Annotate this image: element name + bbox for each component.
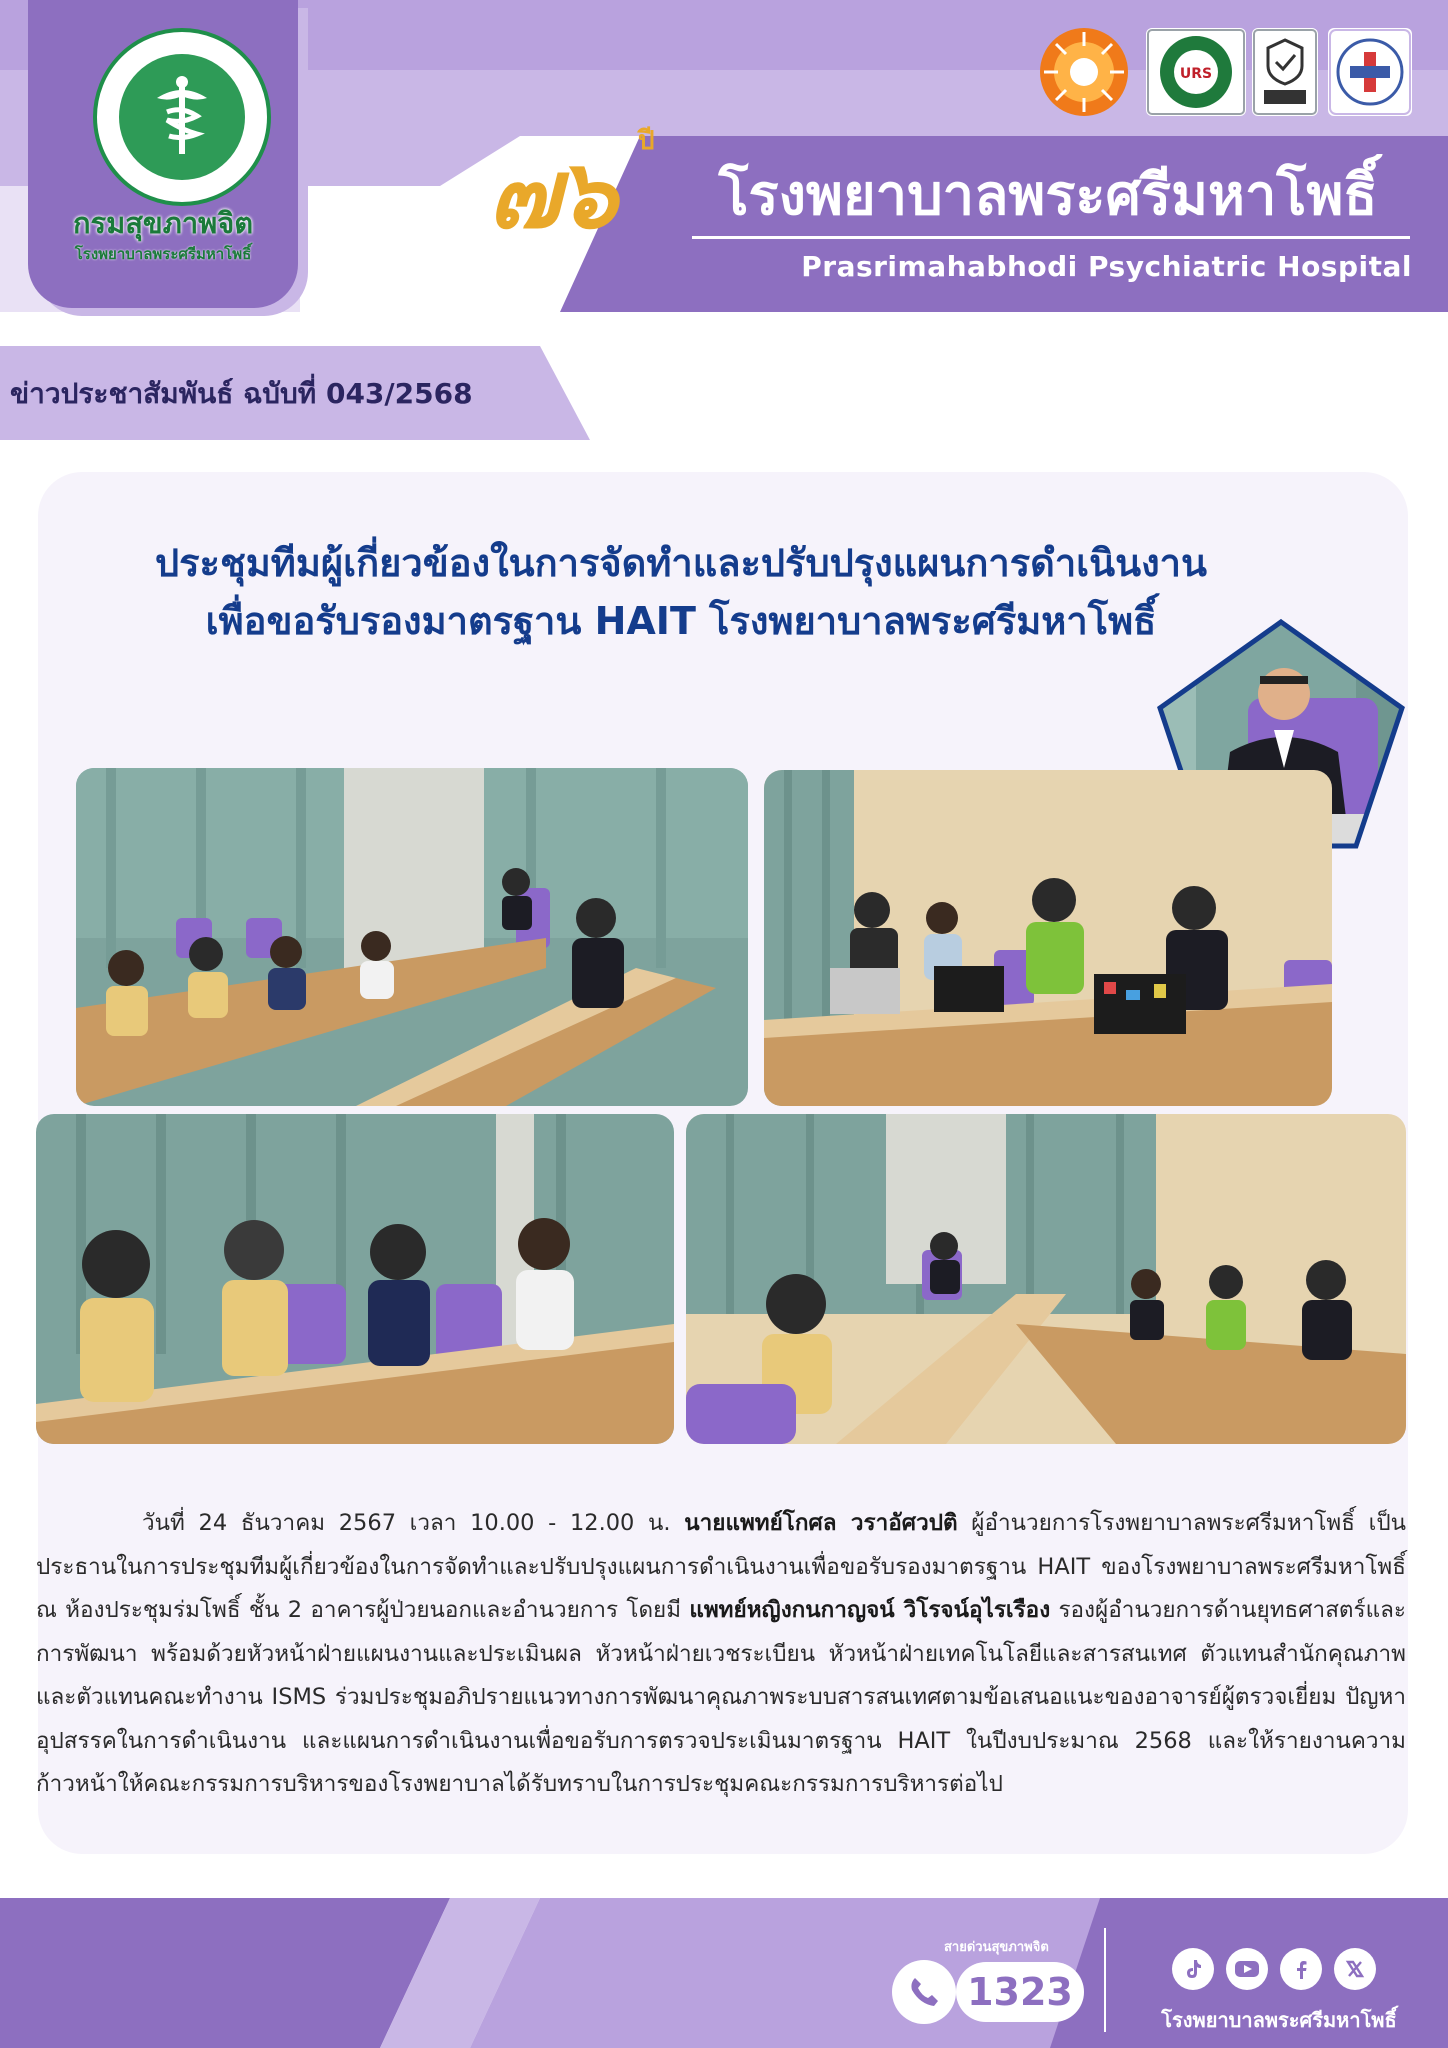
hotline-label: สายด่วนสุขภาพจิต xyxy=(944,1940,1049,1955)
body-part-3: รองผู้อำนวยการด้านยุทธศาสตร์และการพัฒนา พร้อมด้วยหัวหน้าฝ่ายแผนงานและประเมินผล หัวหน้าฝ่ายเวชระเบียน หัวหน้าฝ่ายเทคโนโลยีและสารสนเทศ ตัวแทนสำนักคุณภาพ และตัวแทนคณะทำงาน ISMS ร่วมประชุมอภิปรายแนวทางการพัฒนาคุณภาพระบบสารสนเทศตามข้อเสนอแนะของอาจารย์ผู้ตรวจเยี่ยม ปัญหา อุปสรรคในการดำเนินงาน และแผนการดำเนินงานเพื่อขอรับการตรวจประเมินมาตรฐาน HAIT ในปีงบประมาณ 2568 และให้รายงานความก้าวหน้าให้คณะกรรมการบริหารของโรงพยาบาลได้รับทราบในการประชุมคณะกรรมการบริหารต่อไป xyxy=(36,1597,1406,1797)
ministry-org-name: กรมสุขภาพจิต xyxy=(72,206,254,240)
tiktok-icon[interactable] xyxy=(1172,1948,1214,1990)
anniversary-suffix: ปี xyxy=(638,126,651,156)
ministry-logo-card xyxy=(28,0,298,308)
footer-hospital-name: โรงพยาบาลพระศรีมหาโพธิ์ xyxy=(1161,2008,1397,2032)
youtube-icon[interactable] xyxy=(1226,1948,1268,1990)
ministry-sub-name: โรงพยาบาลพระศรีมหาโพธิ์ xyxy=(74,245,252,263)
sun-emblem-icon xyxy=(1036,28,1132,116)
meeting-photo-1 xyxy=(76,768,748,1106)
meeting-photo-2 xyxy=(764,770,1332,1106)
ministry-emblem-icon xyxy=(93,28,271,206)
meeting-photo-4 xyxy=(686,1114,1406,1444)
anniversary-digits: ๗๖ xyxy=(488,137,614,250)
hotline-number[interactable]: 1323 xyxy=(956,1962,1084,2022)
deputy-director-name: แพทย์หญิงกนกาญจน์ วิโรจน์อุไรเรือง xyxy=(689,1597,1051,1623)
hospital-name-thai: โรงพยาบาลพระศรีมหาโพธิ์ xyxy=(718,163,1378,228)
bulletin-number: ข่าวประชาสัมพันธ์ ฉบับที่ 043/2568 xyxy=(10,377,473,410)
urs-iso-cert-icon xyxy=(1146,28,1246,116)
footer-divider xyxy=(1104,1928,1106,2032)
article-body xyxy=(36,1502,1406,1807)
article-title-line2: เพื่อขอรับรองมาตรฐาน HAIT โรงพยาบาลพระศรีมหาโพธิ์ xyxy=(205,599,1157,643)
director-name: นายแพทย์โกศล วราอัศวปติ xyxy=(684,1510,958,1536)
body-part-1: วันที่ 24 ธันวาคม 2567 เวลา 10.00 - 12.00 น. xyxy=(142,1510,685,1536)
svg-text:URS: URS xyxy=(1179,66,1213,82)
phone-icon xyxy=(892,1960,956,2024)
healthcare-accreditation-icon xyxy=(1328,28,1412,116)
x-icon[interactable] xyxy=(1334,1948,1376,1990)
facebook-icon[interactable] xyxy=(1280,1948,1322,1990)
hospital-name-english: Prasrimahabhodi Psychiatric Hospital xyxy=(801,250,1412,283)
ukas-cert-icon xyxy=(1252,28,1318,116)
meeting-photo-3 xyxy=(36,1114,674,1444)
article-title-line1: ประชุมทีมผู้เกี่ยวข้องในการจัดทำและปรับปรุงแผนการดำเนินงาน xyxy=(155,541,1207,585)
anniversary-mark xyxy=(488,118,668,248)
header-divider xyxy=(692,236,1410,239)
body-part-2: ผู้อำนวยการโรงพยาบาลพระศรีมหาโพธิ์ เป็นประธานในการประชุมทีมผู้เกี่ยวข้องในการจัดทำและปรับปรุงแผนการดำเนินงานเพื่อขอรับรองมาตรฐาน HAIT ของโรงพยาบาลพระศรีมหาโพธิ์ ณ ห้องประชุมร่มโพธิ์ ชั้น 2 อาคารผู้ป่วยนอกและอำนวยการ โดยมี xyxy=(36,1510,1406,1623)
